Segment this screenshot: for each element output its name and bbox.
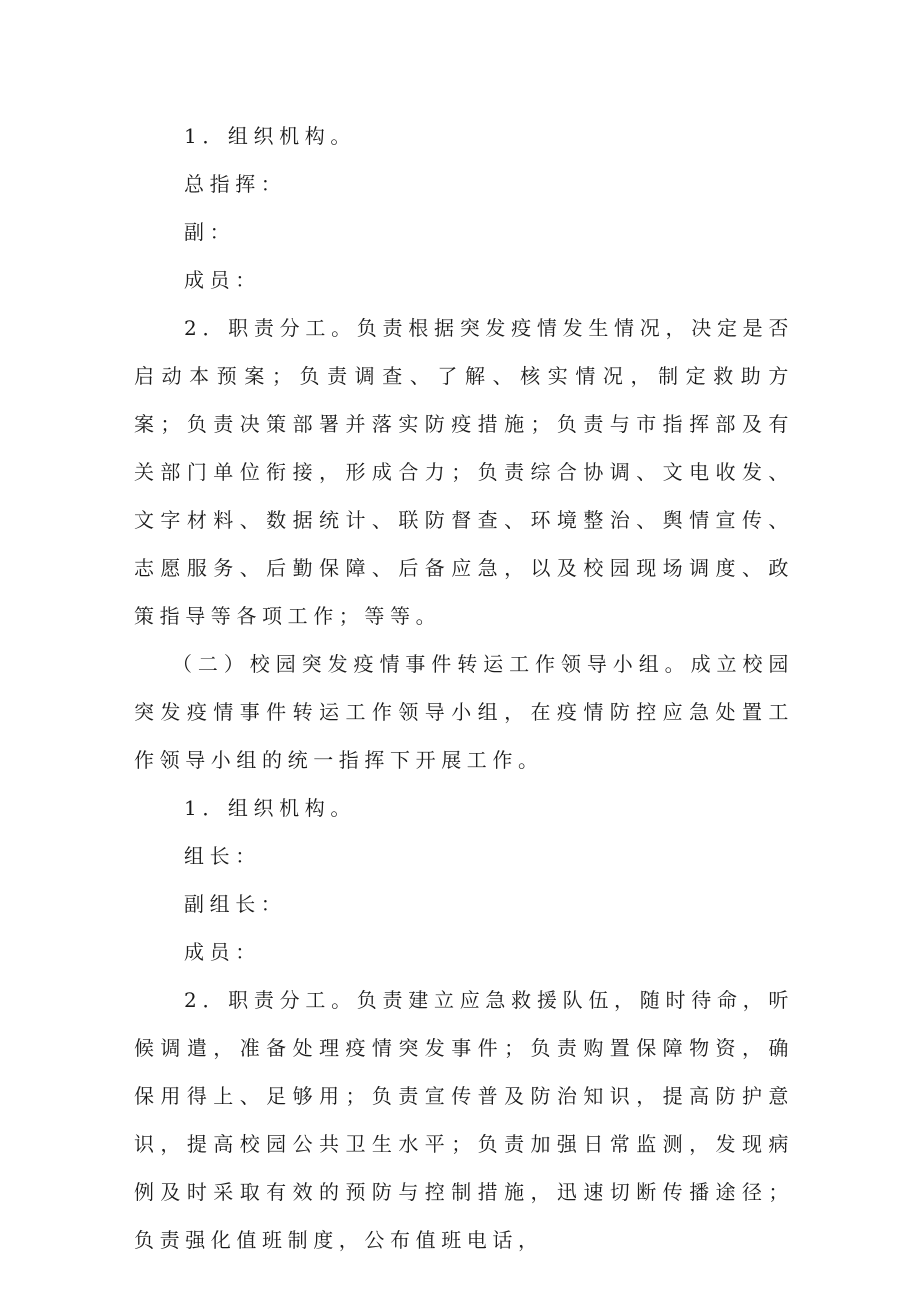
heading-org-structure-1: 1．组织机构。: [184, 124, 356, 148]
heading-org-structure-2: 1．组织机构。: [184, 796, 356, 820]
document-page: [134, 112, 794, 1264]
paragraph-duties-2: 2．职责分工。负责建立应急救援队伍，随时待命，听候调遣，准备处理疫情突发事件；负责购置保障物资，确保用得上、足够用；负责宣传普及防治知识，提高防护意识，提高校园公共卫生水平；负责加强日常监测，发现病例及时采取有效的预防与控制措施，迅速切断传播途径；负责强化值班制度，公布值班电话，: [134, 988, 794, 1252]
label-leader: 组长：: [184, 844, 261, 868]
label-deputy: 副：: [184, 220, 236, 244]
label-members-1: 成员：: [184, 268, 261, 292]
paragraph-transfer-group: （二）校园突发疫情事件转运工作领导小组。成立校园突发疫情事件转运工作领导小组，在疫情防控应急处置工作领导小组的统一指挥下开展工作。: [134, 652, 794, 772]
label-members-2: 成员：: [184, 940, 261, 964]
label-commander: 总指挥：: [184, 172, 287, 196]
paragraph-duties-1: 2．职责分工。负责根据突发疫情发生情况，决定是否启动本预案；负责调查、了解、核实情况，制定救助方案；负责决策部署并落实防疫措施；负责与市指挥部及有关部门单位衔接，形成合力；负责综合协调、文电收发、文字材料、数据统计、联防督查、环境整治、舆情宣传、志愿服务、后勤保障、后备应急，以及校园现场调度、政策指导等各项工作；等等。: [134, 316, 794, 628]
label-deputy-leader: 副组长：: [184, 892, 287, 916]
